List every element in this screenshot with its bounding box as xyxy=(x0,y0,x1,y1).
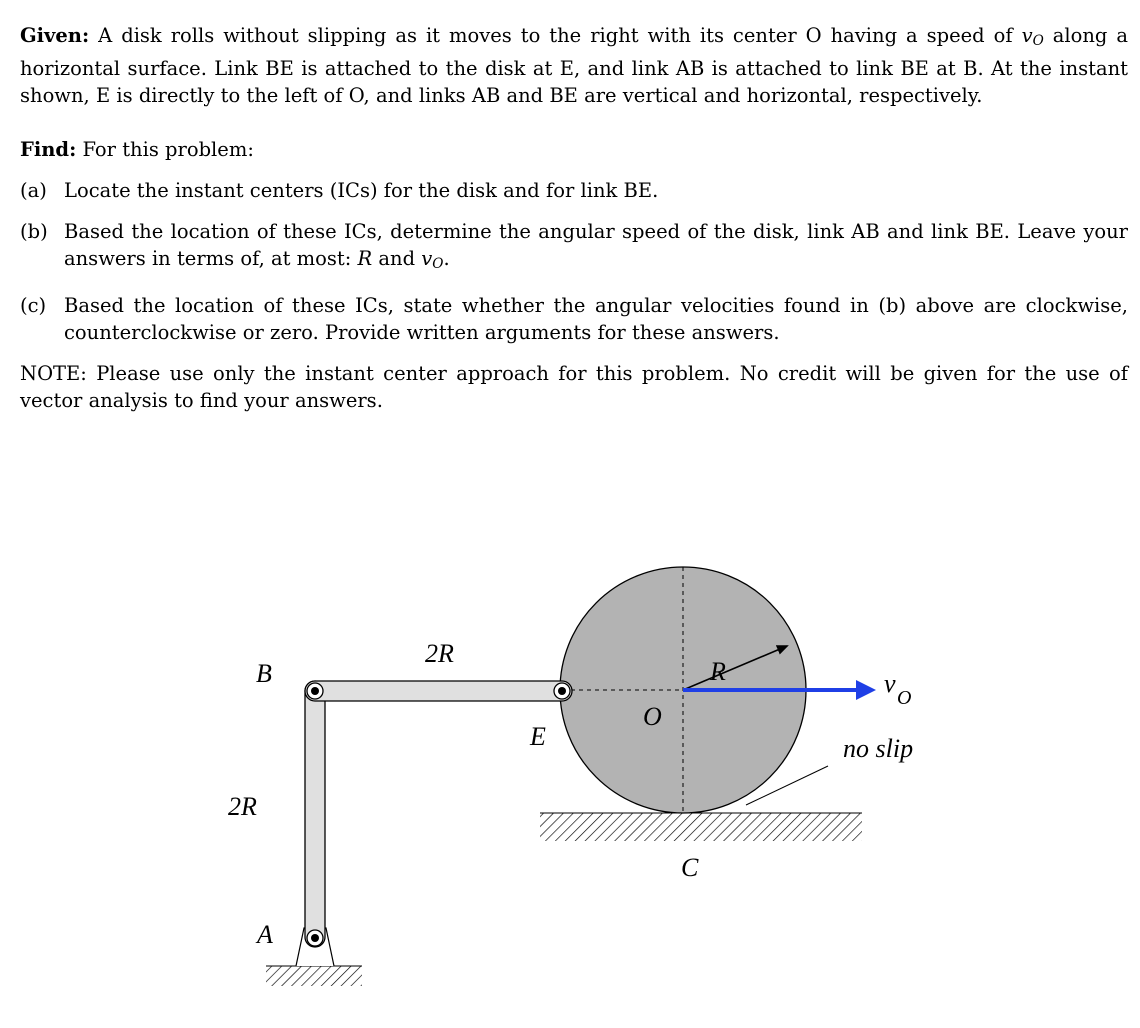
label-E: E xyxy=(530,722,546,751)
label-A: A xyxy=(257,920,273,949)
note-paragraph: NOTE: Please use only the instant center approach for this problem. No credit will be given for the use of vector analysis to find your answers. xyxy=(20,362,1128,412)
label-B: B xyxy=(256,659,272,688)
item-b-R: R xyxy=(357,247,373,270)
item-a-text: Locate the instant centers (ICs) for the disk and for link BE. xyxy=(64,179,659,202)
label-R: R xyxy=(710,657,726,686)
ground-disk xyxy=(540,813,862,841)
given-label: Given: xyxy=(20,24,90,47)
given-text-1: A disk rolls without slipping as it moves to the right with its center O having a speed of xyxy=(89,24,1022,47)
label-O: O xyxy=(643,702,662,731)
label-2R-left: 2R xyxy=(228,792,257,821)
v-subscript: O xyxy=(1032,33,1044,49)
find-text: For this problem: xyxy=(76,138,254,161)
pin-a-dot xyxy=(311,934,319,942)
label-C: C xyxy=(681,853,699,882)
v-symbol: v xyxy=(1021,24,1033,47)
item-b-v: v xyxy=(421,247,433,270)
label-no-slip: no slip xyxy=(843,734,914,763)
pin-e-dot xyxy=(558,687,566,695)
ground-pin-a xyxy=(266,966,362,986)
item-b-end: . xyxy=(443,247,450,270)
label-vO-sub: O xyxy=(897,687,912,709)
label-2R-top: 2R xyxy=(425,639,454,668)
item-c-text: Based the location of these ICs, state whether the angular velocities found in (b) above are clockwise, counterclockwise or zero. Provide written arguments for these answers. xyxy=(64,294,1128,344)
given-text-2: along a horizontal surface. Link BE is attached to the disk at E, and link AB is attached to link BE at B. At the instant shown, E is directly to the left of O, and links AB and BE are vertical and horizontal, respectively. xyxy=(20,24,1128,107)
item-b-vsub: O xyxy=(432,256,444,272)
item-b-marker: (b) xyxy=(20,220,48,243)
velocity-arrow-head xyxy=(856,680,876,700)
find-label: Find: xyxy=(20,138,77,161)
item-c-marker: (c) xyxy=(20,294,47,317)
item-b-and: and xyxy=(372,247,422,270)
pin-b-dot xyxy=(311,687,319,695)
label-vO-v: v xyxy=(884,669,896,698)
link-ab xyxy=(305,681,325,947)
item-a-marker: (a) xyxy=(20,179,47,202)
link-be xyxy=(305,681,572,701)
item-b-text: Based the location of these ICs, determine the angular speed of the disk, link AB and link BE. Leave your answers in terms of, at most: xyxy=(64,220,1128,270)
